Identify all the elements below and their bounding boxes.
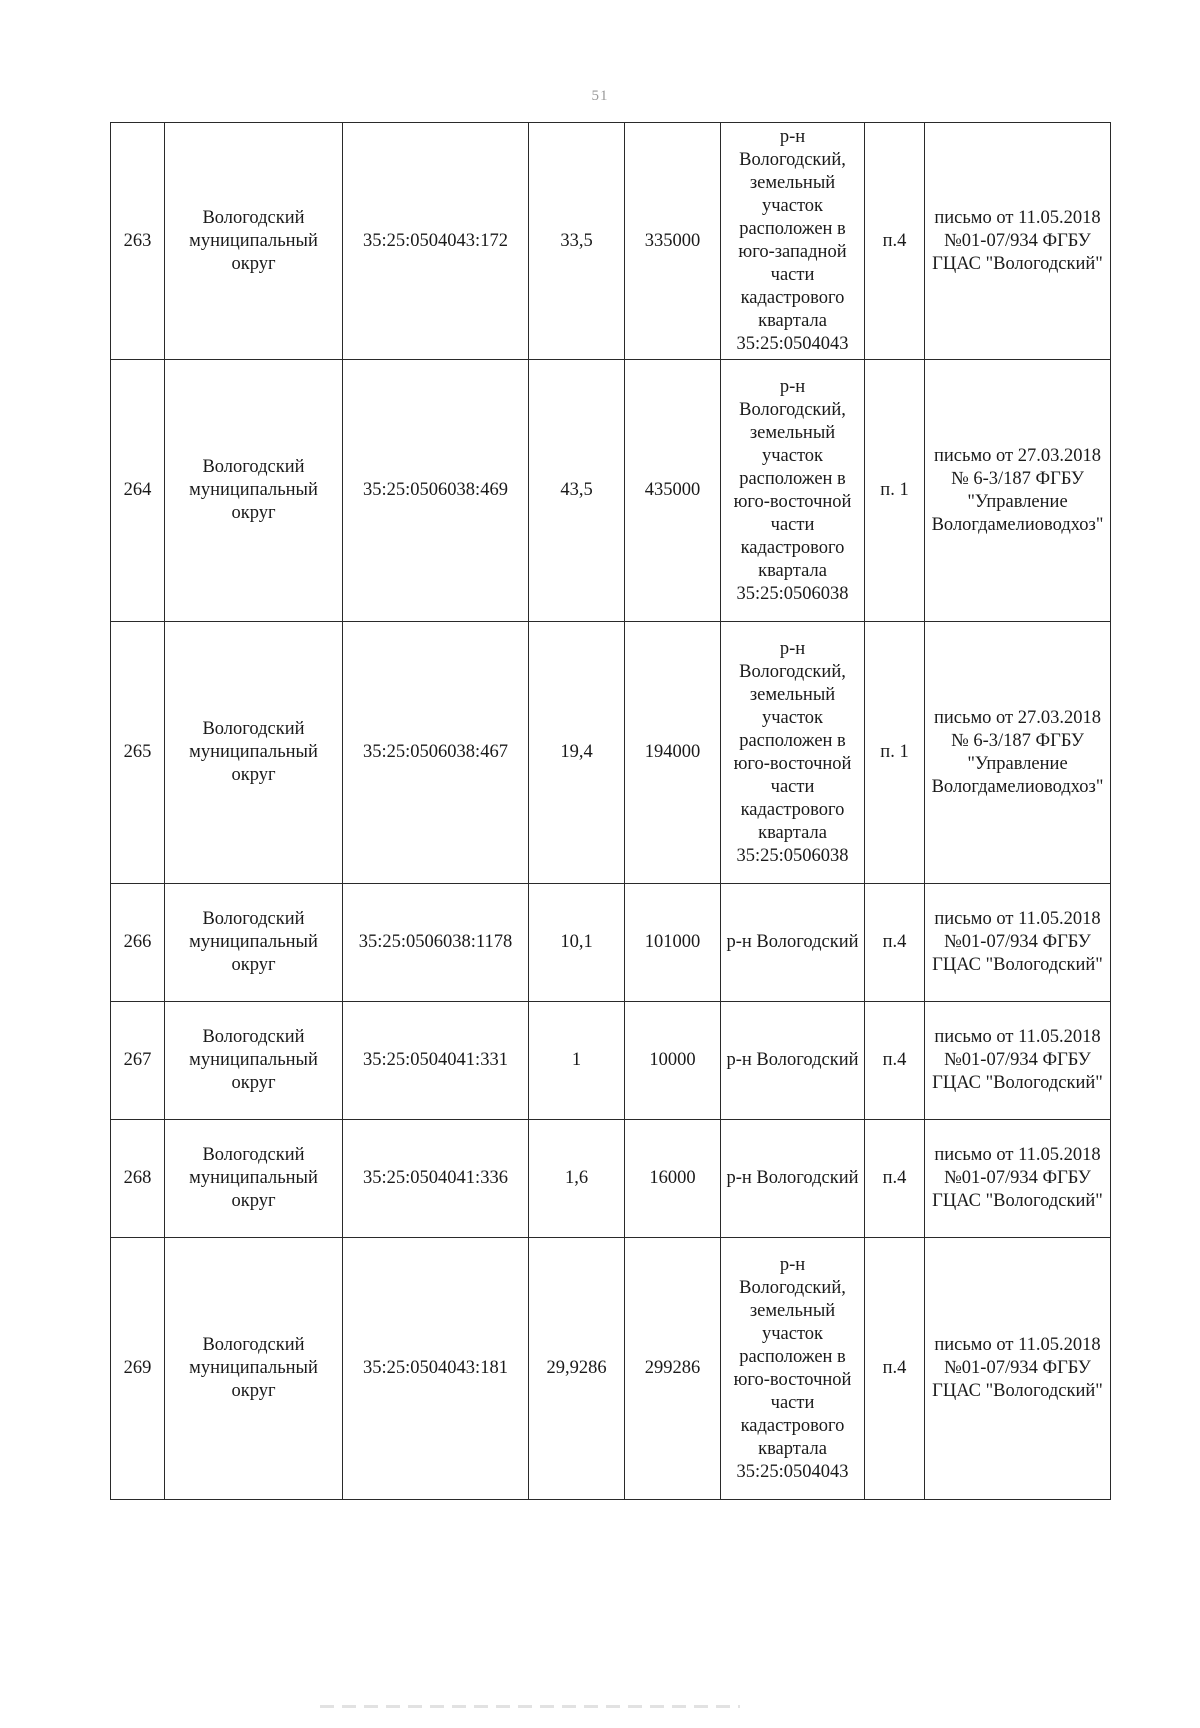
district-cell: Вологодский муниципальный округ: [165, 360, 343, 622]
location-cell: р-н Вологодский: [721, 1002, 865, 1120]
location-cell: р-н Вологодский, земельный участок расположен в юго-восточной части кадастрового квартала 35:25:0506038: [721, 360, 865, 622]
location-cell: р-н Вологодский, земельный участок расположен в юго-восточной части кадастрового квартала 35:25:0504043: [721, 1238, 865, 1500]
amount-cell: 16000: [625, 1120, 721, 1238]
area-cell: 1: [529, 1002, 625, 1120]
district-cell: Вологодский муниципальный округ: [165, 1120, 343, 1238]
row-number: 263: [111, 123, 165, 360]
clause-cell: п. 1: [865, 360, 925, 622]
cadastral-table: [110, 122, 1111, 1500]
table-row: [111, 1002, 1111, 1120]
amount-cell: 10000: [625, 1002, 721, 1120]
clause-cell: п.4: [865, 1238, 925, 1500]
area-cell: 10,1: [529, 884, 625, 1002]
clause-cell: п.4: [865, 123, 925, 360]
district-cell: Вологодский муниципальный округ: [165, 1002, 343, 1120]
area-cell: 43,5: [529, 360, 625, 622]
amount-cell: 435000: [625, 360, 721, 622]
row-number: 265: [111, 622, 165, 884]
location-cell: р-н Вологодский, земельный участок расположен в юго-западной части кадастрового квартала 35:25:0504043: [721, 123, 865, 360]
cadastral-number-cell: 35:25:0506038:469: [343, 360, 529, 622]
area-cell: 1,6: [529, 1120, 625, 1238]
table-row: [111, 360, 1111, 622]
cadastral-number-cell: 35:25:0504041:336: [343, 1120, 529, 1238]
row-number: 264: [111, 360, 165, 622]
cadastral-table-container: [110, 122, 1110, 1500]
area-cell: 29,9286: [529, 1238, 625, 1500]
table-row: [111, 1120, 1111, 1238]
clause-cell: п.4: [865, 1120, 925, 1238]
page-number: 51: [591, 88, 609, 104]
document-cell: письмо от 11.05.2018 №01-07/934 ФГБУ ГЦАС "Вологодский": [925, 1120, 1111, 1238]
clause-cell: п.4: [865, 1002, 925, 1120]
row-number: 269: [111, 1238, 165, 1500]
amount-cell: 101000: [625, 884, 721, 1002]
location-cell: р-н Вологодский: [721, 884, 865, 1002]
cadastral-number-cell: 35:25:0506038:1178: [343, 884, 529, 1002]
row-number: 268: [111, 1120, 165, 1238]
district-cell: Вологодский муниципальный округ: [165, 622, 343, 884]
district-cell: Вологодский муниципальный округ: [165, 1238, 343, 1500]
row-number: 266: [111, 884, 165, 1002]
table-row: [111, 1238, 1111, 1500]
clause-cell: п.4: [865, 884, 925, 1002]
location-cell: р-н Вологодский: [721, 1120, 865, 1238]
clause-cell: п. 1: [865, 622, 925, 884]
document-cell: письмо от 11.05.2018 №01-07/934 ФГБУ ГЦАС "Вологодский": [925, 1002, 1111, 1120]
location-cell: р-н Вологодский, земельный участок расположен в юго-восточной части кадастрового квартала 35:25:0506038: [721, 622, 865, 884]
document-cell: письмо от 11.05.2018 №01-07/934 ФГБУ ГЦАС "Вологодский": [925, 123, 1111, 360]
area-cell: 33,5: [529, 123, 625, 360]
cadastral-number-cell: 35:25:0504041:331: [343, 1002, 529, 1120]
amount-cell: 335000: [625, 123, 721, 360]
cadastral-number-cell: 35:25:0504043:172: [343, 123, 529, 360]
table-row: [111, 123, 1111, 360]
amount-cell: 299286: [625, 1238, 721, 1500]
document-cell: письмо от 11.05.2018 №01-07/934 ФГБУ ГЦАС "Вологодский": [925, 884, 1111, 1002]
scan-artifact: [320, 1705, 740, 1708]
amount-cell: 194000: [625, 622, 721, 884]
row-number: 267: [111, 1002, 165, 1120]
district-cell: Вологодский муниципальный округ: [165, 884, 343, 1002]
area-cell: 19,4: [529, 622, 625, 884]
table-row: [111, 884, 1111, 1002]
document-cell: письмо от 27.03.2018 № 6-3/187 ФГБУ "Управление Вологдамелиоводхоз": [925, 360, 1111, 622]
cadastral-number-cell: 35:25:0504043:181: [343, 1238, 529, 1500]
document-cell: письмо от 11.05.2018 №01-07/934 ФГБУ ГЦАС "Вологодский": [925, 1238, 1111, 1500]
cadastral-number-cell: 35:25:0506038:467: [343, 622, 529, 884]
table-row: [111, 622, 1111, 884]
document-cell: письмо от 27.03.2018 № 6-3/187 ФГБУ "Управление Вологдамелиоводхоз": [925, 622, 1111, 884]
district-cell: Вологодский муниципальный округ: [165, 123, 343, 360]
